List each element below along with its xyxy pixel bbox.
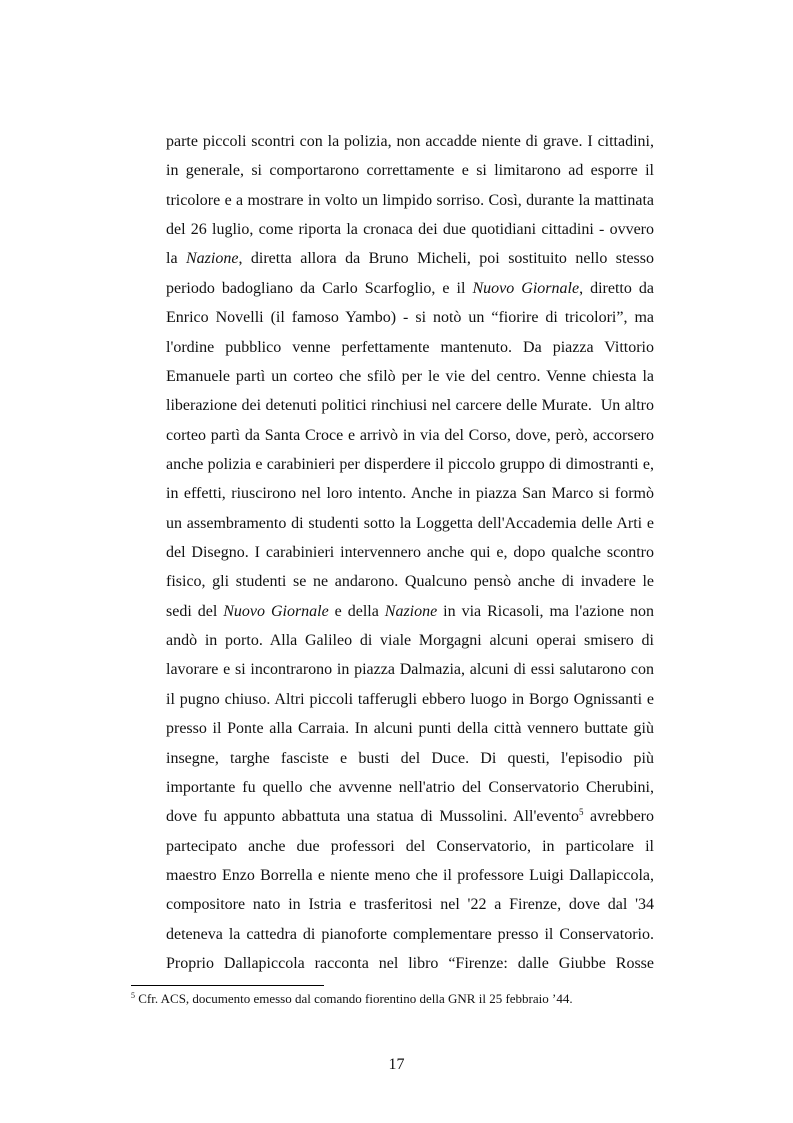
page-number: 17 [388, 1056, 405, 1073]
text-line: lavorare e si incontrarono in piazza Dalmazia, alcuni di essi salutarono con [166, 661, 654, 679]
footnote-separator [131, 985, 324, 986]
text-line: sedi del Nuovo Giornale e della Nazione in via Ricasoli, ma l'azione non [166, 602, 654, 620]
body-text [166, 130, 654, 981]
newspaper-title: Nazione [186, 250, 239, 268]
text-line: deteneva la cattedra di pianoforte complementare presso il Conservatorio. [166, 925, 654, 943]
text-line: un assembramento di studenti sotto la Loggetta dell'Accademia delle Arti e [166, 514, 654, 532]
newspaper-title: Nuovo Giornale [223, 602, 329, 620]
text-line: parte piccoli scontri con la polizia, non accadde niente di grave. I cittadini, [166, 133, 654, 150]
footnote-reference: 5 [578, 807, 584, 818]
text-line: il pugno chiuso. Altri piccoli tafferugli ebbero luogo in Borgo Ognissanti e [166, 690, 654, 708]
text-line: andò in porto. Alla Galileo di viale Morgagni alcuni operai smisero di [166, 632, 654, 650]
text-line: fisico, gli studenti se ne andarono. Qualcuno pensò anche di invadere le [166, 573, 654, 591]
text-line: corteo partì da Santa Croce e arrivò in via del Corso, dove, però, accorsero [166, 426, 654, 444]
text-line: maestro Enzo Borrella e niente meno che il professore Luigi Dallapiccola, [166, 866, 654, 884]
text-line: periodo badogliano da Carlo Scarfoglio, e il Nuovo Giornale, diretto da [166, 279, 654, 297]
text-line: in generale, si comportarono correttamente e si limitarono ad esporre il [166, 162, 654, 180]
newspaper-title: Nuovo Giornale [472, 279, 580, 297]
text-line: Proprio Dallapiccola racconta nel libro “Firenze: dalle Giubbe Rosse [166, 955, 654, 973]
text-line: del Disegno. I carabinieri intervennero anche qui e, dopo qualche scontro [166, 544, 654, 562]
text-line: insegne, targhe fasciste e busti del Duce. Di questi, l'episodio più [166, 749, 654, 767]
text-line: Emanuele partì un corteo che sfilò per le vie del centro. Venne chiesta la [166, 367, 654, 385]
text-line: del 26 luglio, come riporta la cronaca dei due quotidiani cittadini - ovvero [166, 221, 654, 239]
text-line: partecipato anche due professori del Conservatorio, in particolare il [166, 837, 654, 855]
text-line: importante fu quello che avvenne nell'atrio del Conservatorio Cherubini, [166, 778, 654, 796]
footnote-text: Cfr. ACS, documento emesso dal comando fiorentino della GNR il 25 febbraio ’44. [135, 991, 573, 1006]
text-line: l'ordine pubblico venne perfettamente mantenuto. Da piazza Vittorio [166, 338, 654, 356]
text-line: compositore nato in Istria e trasferitosi nel '22 a Firenze, dove dal '34 [166, 896, 654, 914]
footnote [131, 991, 691, 1007]
footnote-marker: 5 [131, 991, 135, 1000]
text-line: presso il Ponte alla Carraia. In alcuni punti della città vennero buttate giù [166, 720, 654, 738]
text-line: dove fu appunto abbattuta una statua di Mussolini. All'evento$^5$ avrebbero [166, 807, 654, 826]
text-line: liberazione dei detenuti politici rinchiusi nel carcere delle Murate. Un altro [166, 397, 654, 415]
newspaper-title: Nazione [384, 602, 438, 620]
text-line: Enrico Novelli (il famoso Yambo) - si notò un “fiorire di tricolori”, ma [166, 309, 654, 327]
text-line: tricolore e a mostrare in volto un limpido sorriso. Così, durante la mattinata [166, 191, 654, 209]
text-line: anche polizia e carabinieri per disperdere il piccolo gruppo di dimostranti e, [166, 455, 654, 473]
text-line: in effetti, riuscirono nel loro intento. Anche in piazza San Marco si formò [166, 485, 654, 503]
text-line: la Nazione, diretta allora da Bruno Micheli, poi sostituito nello stesso [166, 250, 654, 268]
